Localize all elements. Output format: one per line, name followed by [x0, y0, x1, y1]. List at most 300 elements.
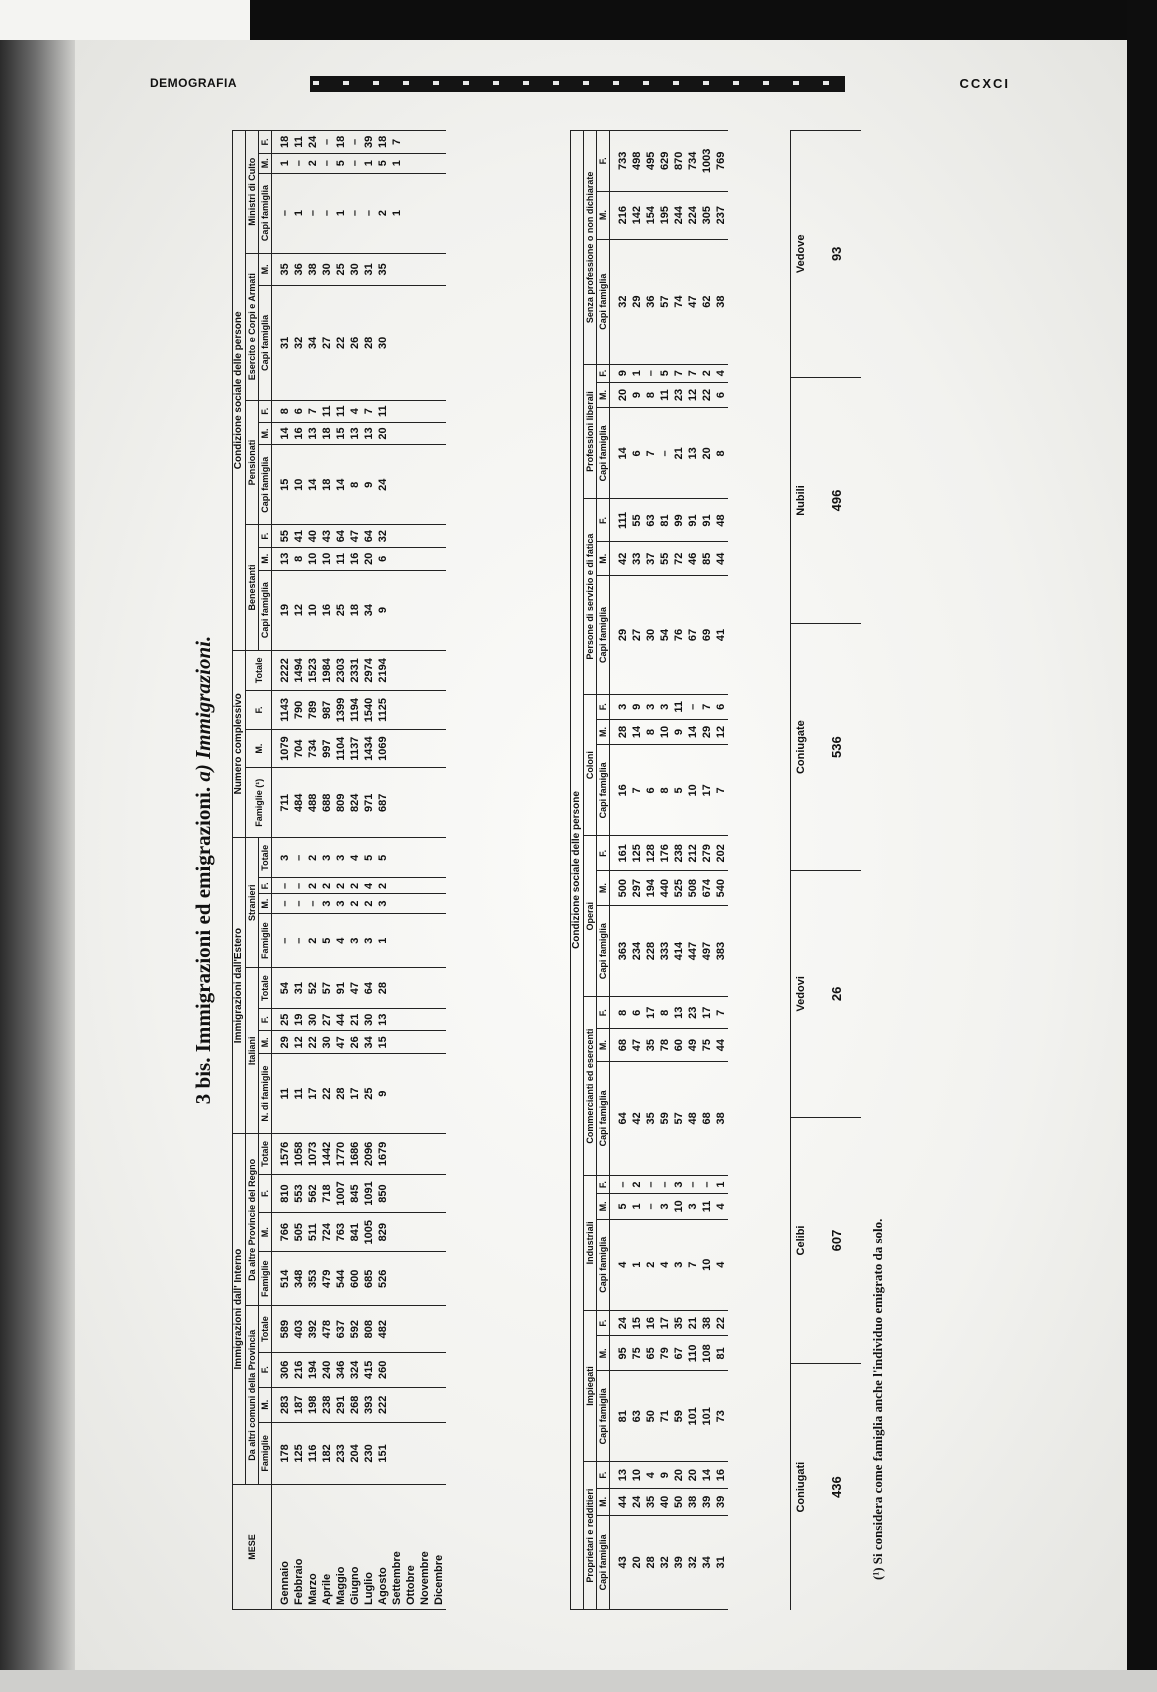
- month-cell: Agosto: [376, 1485, 390, 1610]
- table-cell: 306: [272, 1352, 293, 1387]
- table-cell: 38: [686, 1489, 700, 1516]
- table-cell: 47: [686, 239, 700, 364]
- table-cell: –: [658, 408, 672, 499]
- table-cell: –: [320, 131, 334, 154]
- table-cell: 12: [292, 570, 306, 650]
- table-cell: 24: [376, 445, 390, 525]
- table-cell: [432, 729, 446, 768]
- table-cell: 178: [272, 1422, 293, 1484]
- sub-header: F.: [597, 1310, 610, 1336]
- table-cell: 824: [348, 768, 362, 838]
- table-cell: 14: [334, 445, 348, 525]
- table-cell: [404, 547, 418, 570]
- table-cell: 60: [672, 1029, 686, 1061]
- table-cell: 24: [610, 1310, 631, 1336]
- marital-value: 496: [829, 489, 844, 512]
- table-cell: 8: [644, 382, 658, 408]
- table-row: [404, 131, 418, 1610]
- sub-header: M.: [597, 1194, 610, 1220]
- sub-header: M.: [597, 191, 610, 239]
- table-cell: [418, 570, 432, 650]
- table-cell: 18: [334, 131, 348, 154]
- table-cell: 11: [376, 400, 390, 422]
- table-cell: 769: [714, 131, 728, 192]
- table-cell: 526: [376, 1252, 390, 1306]
- table-cell: 67: [686, 576, 700, 695]
- table-cell: 30: [320, 1031, 334, 1054]
- table-cell: 3: [334, 894, 348, 914]
- table-cell: 1003: [700, 131, 714, 192]
- table-cell: [432, 525, 446, 548]
- table-cell: –: [292, 913, 306, 967]
- table-cell: 35: [672, 1310, 686, 1336]
- table-cell: 525: [672, 871, 686, 906]
- table-cell: 1137: [348, 729, 362, 768]
- table-cell: 30: [362, 1008, 376, 1031]
- table-cell: 2: [700, 364, 714, 382]
- table-cell: 17: [644, 997, 658, 1029]
- table-cell: 1984: [320, 650, 334, 690]
- table-cell: 30: [348, 253, 362, 285]
- table-cell: 484: [292, 768, 306, 838]
- table-cell: 50: [644, 1371, 658, 1462]
- table-cell: 346: [334, 1352, 348, 1387]
- table-cell: 27: [630, 576, 644, 695]
- table-cell: 305: [700, 191, 714, 239]
- ministri-header: Ministri di Culto: [246, 131, 259, 254]
- table-cell: 216: [292, 1352, 306, 1387]
- table-cell: 7: [714, 745, 728, 836]
- table-cell: 8: [658, 745, 672, 836]
- table-cell: 13: [672, 997, 686, 1029]
- table-cell: 54: [658, 576, 672, 695]
- table-cell: 592: [348, 1306, 362, 1352]
- table-cell: 1079: [272, 729, 293, 768]
- table-cell: [404, 1008, 418, 1031]
- table-cell: 195: [658, 191, 672, 239]
- table-cell: 176: [658, 836, 672, 871]
- table-cell: 6: [630, 997, 644, 1029]
- table-cell: 324: [348, 1352, 362, 1387]
- table-cell: [390, 445, 404, 525]
- table-cell: 789: [306, 691, 320, 730]
- table-cell: 3: [362, 913, 376, 967]
- table-cell: [418, 525, 432, 548]
- table-cell: [418, 894, 432, 914]
- table-cell: [404, 1252, 418, 1306]
- table-cell: 20: [686, 1462, 700, 1489]
- table-cell: [418, 1008, 432, 1031]
- table-cell: 3: [334, 838, 348, 878]
- table-cell: 2: [320, 878, 334, 894]
- table-cell: [404, 286, 418, 401]
- table-cell: 5: [362, 838, 376, 878]
- table-cell: 237: [714, 191, 728, 239]
- table-cell: 28: [610, 719, 631, 745]
- table-cell: –: [272, 913, 293, 967]
- table-cell: 2096: [362, 1134, 376, 1174]
- table-cell: [432, 894, 446, 914]
- month-cell: Febbraio: [292, 1485, 306, 1610]
- table-cell: 22: [700, 382, 714, 408]
- table-cell: 202: [714, 836, 728, 871]
- table-cell: 62: [700, 239, 714, 364]
- table-cell: 4: [658, 1219, 672, 1310]
- group-header: Industriali: [584, 1176, 597, 1311]
- m-header: M.: [246, 729, 272, 768]
- sub-header: M.: [597, 871, 610, 906]
- table-cell: [432, 131, 446, 154]
- group-header: Proprietari e redditieri: [584, 1462, 597, 1610]
- table-cell: 10: [686, 745, 700, 836]
- table-cell: 34: [362, 1031, 376, 1054]
- sub-header: F.: [597, 997, 610, 1029]
- table-cell: 13: [306, 422, 320, 445]
- table-cell: [390, 286, 404, 401]
- table-cell: 9: [376, 570, 390, 650]
- interno-header: Immigrazioni dall' Interno: [233, 1134, 246, 1485]
- table-cell: 6: [292, 400, 306, 422]
- table-cell: [390, 1174, 404, 1213]
- table-cell: 20: [630, 1515, 644, 1609]
- table-cell: 2331: [348, 650, 362, 690]
- table-cell: 6: [714, 382, 728, 408]
- esercito-header: Esercito e Corpi e Armati: [246, 253, 259, 400]
- table-cell: [390, 1422, 404, 1484]
- table-cell: 125: [292, 1422, 306, 1484]
- table-cell: 403: [292, 1306, 306, 1352]
- table-cell: 20: [376, 422, 390, 445]
- table-cell: 238: [320, 1387, 334, 1422]
- table-cell: [432, 1422, 446, 1484]
- table-cell: [404, 729, 418, 768]
- table-row: [292, 131, 306, 1610]
- table-cell: 216: [610, 191, 631, 239]
- table-cell: 1125: [376, 691, 390, 730]
- table-cell: 9: [630, 382, 644, 408]
- table-cell: [418, 253, 432, 285]
- table-cell: 2: [362, 894, 376, 914]
- table-cell: 291: [334, 1387, 348, 1422]
- table-cell: 9: [376, 1054, 390, 1134]
- table-cell: 2: [376, 878, 390, 894]
- table-cell: 59: [658, 1061, 672, 1175]
- table-cell: 23: [672, 382, 686, 408]
- table-cell: 1: [292, 173, 306, 253]
- table-cell: 46: [686, 542, 700, 576]
- table-cell: [404, 1422, 418, 1484]
- table-cell: 17: [700, 745, 714, 836]
- sub-header: Capi famiglia: [597, 906, 610, 997]
- table-cell: 9: [630, 694, 644, 719]
- table-cell: 42: [630, 1061, 644, 1175]
- table-cell: 1058: [292, 1134, 306, 1174]
- sub-header: F.: [597, 364, 610, 382]
- table-cell: 16: [644, 1310, 658, 1336]
- table-cell: 9: [362, 445, 376, 525]
- fam-header: Famiglie: [259, 1252, 272, 1306]
- table-cell: 1: [272, 153, 293, 173]
- table-cell: 35: [644, 1029, 658, 1061]
- table-cell: [418, 968, 432, 1008]
- table-cell: 841: [348, 1213, 362, 1252]
- table-cell: 35: [272, 253, 293, 285]
- f-header: F.: [259, 1352, 272, 1387]
- table-cell: 68: [700, 1061, 714, 1175]
- table-cell: 18: [348, 570, 362, 650]
- table-cell: 78: [658, 1029, 672, 1061]
- table-cell: [404, 878, 418, 894]
- f-header: F.: [259, 400, 272, 422]
- table-cell: 101: [686, 1371, 700, 1462]
- table-cell: 38: [306, 253, 320, 285]
- table-cell: 13: [376, 1008, 390, 1031]
- capi-header: Capi famiglia: [259, 173, 272, 253]
- table-cell: 17: [700, 997, 714, 1029]
- month-cell: Gennaio: [272, 1485, 293, 1610]
- table-cell: 497: [700, 906, 714, 997]
- table-cell: [404, 913, 418, 967]
- month-cell: Settembre: [390, 1485, 404, 1610]
- table-cell: 544: [334, 1252, 348, 1306]
- table-cell: 20: [672, 1462, 686, 1489]
- table-cell: 47: [334, 1031, 348, 1054]
- table-cell: 479: [320, 1252, 334, 1306]
- f-header: F.: [259, 1174, 272, 1213]
- table-cell: 790: [292, 691, 306, 730]
- f-header: F.: [259, 525, 272, 548]
- table-cell: 91: [686, 499, 700, 542]
- table-cell: 31: [292, 968, 306, 1008]
- table-cell: [404, 1387, 418, 1422]
- table-cell: 19: [292, 1008, 306, 1031]
- table-cell: 55: [658, 542, 672, 576]
- province-header: Da altre Provincie del Regno: [246, 1134, 259, 1306]
- table-cell: 63: [644, 499, 658, 542]
- table-cell: 101: [700, 1371, 714, 1462]
- table-cell: 21: [348, 1008, 362, 1031]
- group-header: Coloni: [584, 694, 597, 836]
- table-cell: [390, 400, 404, 422]
- table-cell: 244: [672, 191, 686, 239]
- table-cell: [404, 400, 418, 422]
- table-cell: 64: [610, 1061, 631, 1175]
- table-cell: –: [272, 894, 293, 914]
- table-cell: 6: [644, 745, 658, 836]
- table-cell: 2: [376, 173, 390, 253]
- table-row: [700, 131, 714, 1610]
- table-cell: 116: [306, 1422, 320, 1484]
- table-cell: [390, 650, 404, 690]
- title-main: 3 bis. Immigrazioni ed emigrazioni.: [191, 786, 215, 1105]
- marital-column: [791, 1363, 861, 1610]
- table-cell: –: [644, 364, 658, 382]
- sub-header: F.: [597, 499, 610, 542]
- table-cell: 38: [700, 1310, 714, 1336]
- table-cell: [390, 1352, 404, 1387]
- table-row: [644, 131, 658, 1610]
- table-cell: [418, 1054, 432, 1134]
- table-cell: 42: [610, 542, 631, 576]
- table-cell: 49: [686, 1029, 700, 1061]
- table-cell: 2: [306, 153, 320, 173]
- table-cell: 10: [658, 719, 672, 745]
- table-cell: [418, 1134, 432, 1174]
- month-cell: Aprile: [320, 1485, 334, 1610]
- table-cell: 151: [376, 1422, 390, 1484]
- table-cell: 16: [610, 745, 631, 836]
- table-cell: [432, 691, 446, 730]
- month-cell: Ottobre: [404, 1485, 418, 1610]
- table-row: [686, 131, 700, 1610]
- table-cell: 1: [714, 1176, 728, 1194]
- table-cell: 3: [686, 1194, 700, 1220]
- table-cell: [390, 768, 404, 838]
- table-cell: [432, 286, 446, 401]
- m-header: M.: [259, 547, 272, 570]
- marital-value: 436: [829, 1476, 844, 1499]
- table-cell: 15: [272, 445, 293, 525]
- table-cell: [404, 422, 418, 445]
- table-cell: –: [292, 153, 306, 173]
- table-cell: 766: [272, 1213, 293, 1252]
- table-cell: 240: [320, 1352, 334, 1387]
- table-cell: 2194: [376, 650, 390, 690]
- month-header: MESE: [233, 1485, 272, 1610]
- table-cell: [418, 445, 432, 525]
- table-cell: 488: [306, 768, 320, 838]
- table-cell: 44: [334, 1008, 348, 1031]
- table-cell: [432, 650, 446, 690]
- table-cell: 1: [630, 1194, 644, 1220]
- table-cell: 34: [306, 286, 320, 401]
- footnote: (¹) Si considera come famiglia anche l'individuo emigrato da solo.: [870, 1218, 885, 1580]
- table-cell: 39: [362, 131, 376, 154]
- table-cell: 3: [376, 894, 390, 914]
- table-cell: [404, 173, 418, 253]
- marital-column: [791, 130, 861, 377]
- table-cell: 829: [376, 1213, 390, 1252]
- table-cell: [432, 173, 446, 253]
- table-cell: [390, 838, 404, 878]
- table-cell: [418, 878, 432, 894]
- table-cell: 67: [672, 1336, 686, 1371]
- table-cell: 685: [362, 1252, 376, 1306]
- table-cell: 1: [630, 1219, 644, 1310]
- table-cell: 81: [658, 499, 672, 542]
- table-cell: 7: [306, 400, 320, 422]
- table-cell: [432, 1306, 446, 1352]
- table-cell: [432, 400, 446, 422]
- marital-value: 93: [829, 246, 844, 262]
- comuni-header: Da altri comuni della Provincia: [246, 1306, 259, 1485]
- table-cell: 37: [644, 542, 658, 576]
- table-cell: 688: [320, 768, 334, 838]
- table-cell: 28: [334, 1054, 348, 1134]
- table-cell: [418, 1306, 432, 1352]
- benestanti-header: Benestanti: [246, 525, 259, 650]
- t2-condizione-header: Condizione sociale delle persone: [571, 131, 584, 1610]
- table-cell: –: [644, 1194, 658, 1220]
- table-cell: 333: [658, 906, 672, 997]
- table-cell: [404, 1134, 418, 1174]
- table-cell: 6: [630, 408, 644, 499]
- table-cell: [404, 1306, 418, 1352]
- table-cell: 59: [672, 1371, 686, 1462]
- table-cell: 17: [658, 1310, 672, 1336]
- table-cell: 1073: [306, 1134, 320, 1174]
- table-cell: 2: [306, 913, 320, 967]
- table-cell: –: [320, 153, 334, 173]
- m-header: M.: [259, 1387, 272, 1422]
- table-cell: –: [306, 894, 320, 914]
- table-cell: 3: [658, 1194, 672, 1220]
- group-header: Professioni liberali: [584, 364, 597, 499]
- table-cell: [404, 894, 418, 914]
- table-cell: 71: [658, 1371, 672, 1462]
- table-cell: 11: [320, 400, 334, 422]
- table-cell: 32: [686, 1515, 700, 1609]
- table-cell: –: [320, 173, 334, 253]
- table-cell: 353: [306, 1252, 320, 1306]
- table-cell: [432, 570, 446, 650]
- table-row: [390, 131, 404, 1610]
- table-cell: 35: [644, 1489, 658, 1516]
- table-cell: 95: [610, 1336, 631, 1371]
- table-cell: 1143: [272, 691, 293, 730]
- table-cell: –: [292, 838, 306, 878]
- table-cell: –: [306, 173, 320, 253]
- table-cell: 18: [272, 131, 293, 154]
- table-cell: 81: [610, 1371, 631, 1462]
- table-cell: 1399: [334, 691, 348, 730]
- table-cell: 24: [306, 131, 320, 154]
- table-cell: 13: [686, 408, 700, 499]
- table-cell: 600: [348, 1252, 362, 1306]
- table-cell: [432, 1134, 446, 1174]
- table-cell: 14: [630, 719, 644, 745]
- table-cell: 44: [714, 542, 728, 576]
- month-cell: Novembre: [418, 1485, 432, 1610]
- table-cell: 3: [672, 1219, 686, 1310]
- table-cell: 2: [348, 878, 362, 894]
- capi-header: Capi famiglia: [259, 286, 272, 401]
- table-cell: 63: [630, 1371, 644, 1462]
- table-cell: 22: [320, 1054, 334, 1134]
- table-cell: 5: [610, 1194, 631, 1220]
- table-cell: [404, 1352, 418, 1387]
- table-cell: 24: [630, 1489, 644, 1516]
- capi-header: Capi famiglia: [259, 570, 272, 650]
- table-cell: 29: [272, 1031, 293, 1054]
- table-cell: –: [348, 173, 362, 253]
- table-cell: 733: [610, 131, 631, 192]
- table-cell: 32: [658, 1515, 672, 1609]
- table-cell: 1194: [348, 691, 362, 730]
- table-cell: [404, 570, 418, 650]
- table-cell: 30: [320, 253, 334, 285]
- marital-column: [791, 870, 861, 1117]
- table-cell: 128: [644, 836, 658, 871]
- table-cell: 850: [376, 1174, 390, 1213]
- table-cell: 1: [390, 153, 404, 173]
- sub-header: Capi famiglia: [597, 1371, 610, 1462]
- running-header: [150, 74, 1010, 98]
- table-cell: 81: [714, 1336, 728, 1371]
- table-cell: 1686: [348, 1134, 362, 1174]
- table-cell: 194: [306, 1352, 320, 1387]
- table-cell: 674: [700, 871, 714, 906]
